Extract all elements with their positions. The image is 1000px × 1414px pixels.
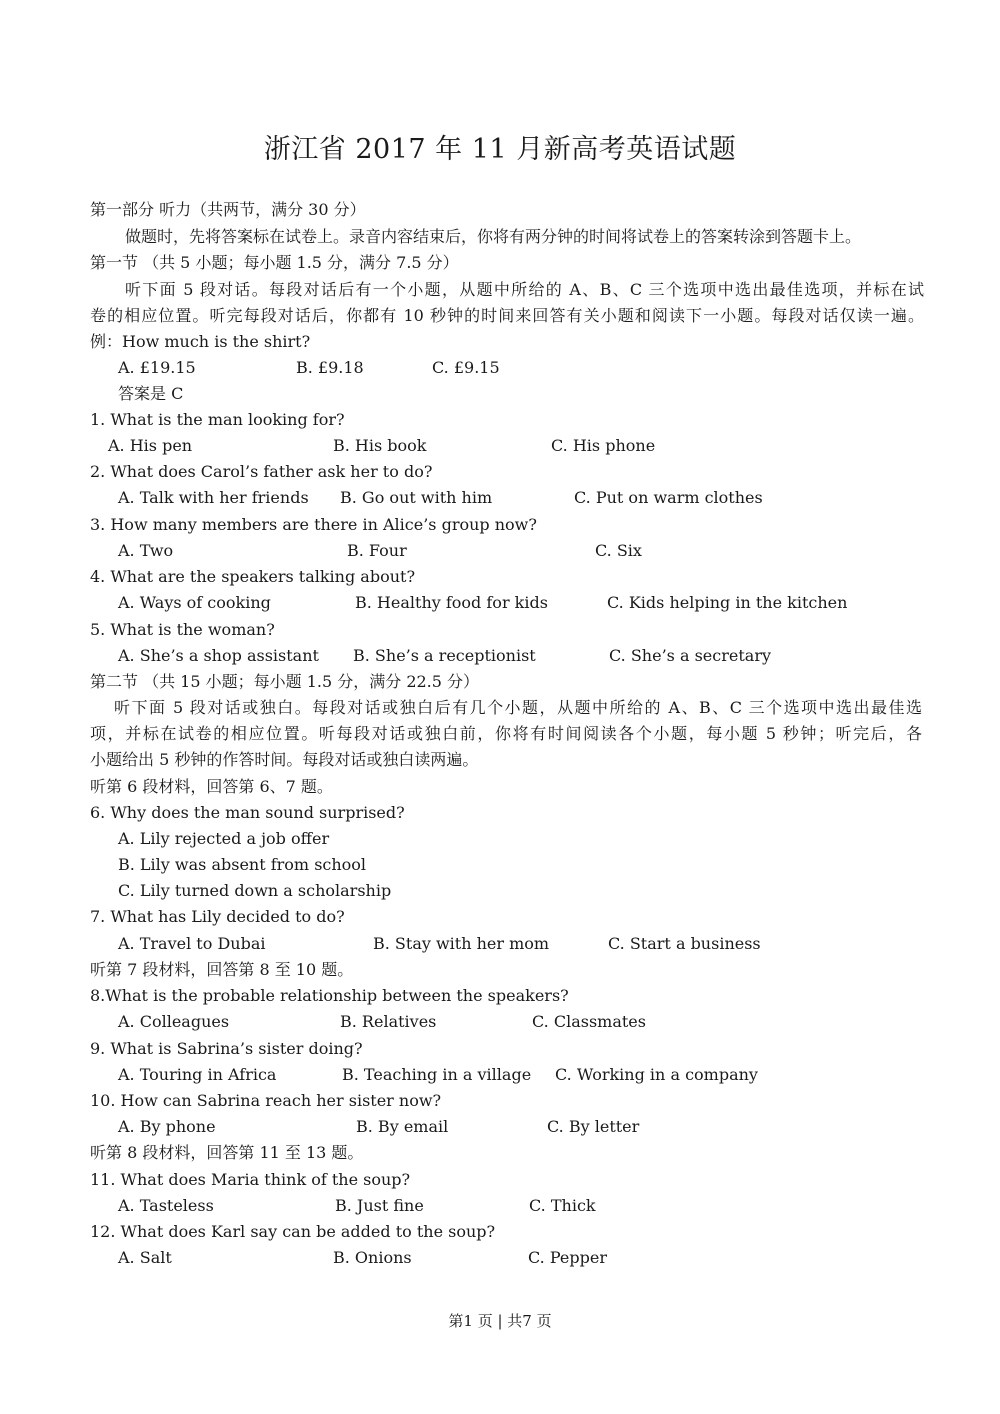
option-b: B. Stay with her mom xyxy=(373,934,550,953)
option-a: A. Lily rejected a job offer xyxy=(118,829,330,848)
option-c: C. Put on warm clothes xyxy=(574,488,763,507)
option-c: C. Thick xyxy=(529,1196,596,1215)
option-c: C. Six xyxy=(595,541,642,560)
option-b: B. Onions xyxy=(333,1248,412,1267)
option-c: C. Start a business xyxy=(608,934,761,953)
question-stem: 2. What does Carol’s father ask her to do? xyxy=(90,462,433,481)
option-a: A. Touring in Africa xyxy=(118,1065,277,1084)
option-c: C. Pepper xyxy=(528,1248,607,1267)
section1-instruction-line1: 听下面 5 段对话。每段对话后有一个小题，从题中所给的 A、B、C 三个选项中选出最佳选项，并标在试 xyxy=(125,280,924,299)
option-b: B. His book xyxy=(333,436,427,455)
option-a: A. Tasteless xyxy=(118,1196,214,1215)
page-title: 浙江省 2017 年 11 月新高考英语试题 xyxy=(263,134,737,165)
option-b: B. Healthy food for kids xyxy=(355,593,548,612)
question-stem: 9. What is Sabrina’s sister doing? xyxy=(90,1039,363,1058)
part1-heading: 第一部分 听力（共两节，满分 30 分） xyxy=(90,200,366,219)
option-b: B. She’s a receptionist xyxy=(353,646,536,665)
option-c: C. His phone xyxy=(551,436,656,455)
example-option-a: A. £19.15 xyxy=(118,358,196,377)
material-7-heading: 听第 7 段材料，回答第 8 至 10 题。 xyxy=(90,960,354,979)
option-c: C. Lily turned down a scholarship xyxy=(118,881,392,900)
option-a: A. Two xyxy=(118,541,174,560)
option-a: A. Salt xyxy=(118,1248,172,1267)
part1-instruction: 做题时，先将答案标在试卷上。录音内容结束后，你将有两分钟的时间将试卷上的答案转涂到答题卡上。 xyxy=(125,227,862,246)
example-option-c: C. £9.15 xyxy=(432,358,500,377)
question-stem: 4. What are the speakers talking about? xyxy=(90,567,416,586)
material-6-heading: 听第 6 段材料，回答第 6、7 题。 xyxy=(90,777,333,796)
question-stem: 1. What is the man looking for? xyxy=(90,410,345,429)
question-stem: 6. Why does the man sound surprised? xyxy=(90,803,405,822)
question-stem: 12. What does Karl say can be added to the soup? xyxy=(90,1222,496,1241)
option-c: C. She’s a secretary xyxy=(609,646,771,665)
option-b: B. Just fine xyxy=(335,1196,424,1215)
option-a: A. By phone xyxy=(118,1117,216,1136)
question-stem: 3. How many members are there in Alice’s group now? xyxy=(90,515,537,534)
question-stem: 11. What does Maria think of the soup? xyxy=(90,1170,411,1189)
option-c: C. Classmates xyxy=(532,1012,646,1031)
option-b: B. Go out with him xyxy=(340,488,493,507)
option-a: A. Ways of cooking xyxy=(118,593,271,612)
option-b: B. By email xyxy=(356,1117,449,1136)
section1-heading: 第一节 （共 5 小题；每小题 1.5 分，满分 7.5 分） xyxy=(90,253,459,272)
section2-instruction-line3: 小题给出 5 秒钟的作答时间。每段对话或独白读两遍。 xyxy=(90,750,479,769)
section2-instruction-line2: 项，并标在试卷的相应位置。听每段对话或独白前，你将有时间阅读各个小题，每小题 5 秒钟；听完后，各 xyxy=(90,724,922,743)
option-c: C. Working in a company xyxy=(555,1065,758,1084)
section2-heading: 第二节 （共 15 小题；每小题 1.5 分，满分 22.5 分） xyxy=(90,672,480,691)
example-answer: 答案是 C xyxy=(118,384,184,403)
section1-instruction-line2: 卷的相应位置。听完每段对话后，你都有 10 秒钟的时间来回答有关小题和阅读下一小题。每段对话仅读一遍。 xyxy=(90,306,924,325)
option-a: A. Travel to Dubai xyxy=(118,934,266,953)
option-a: A. Talk with her friends xyxy=(118,488,309,507)
option-b: B. Lily was absent from school xyxy=(118,855,367,874)
example-option-b: B. £9.18 xyxy=(296,358,364,377)
example-question: 例：How much is the shirt? xyxy=(90,332,311,351)
option-c: C. By letter xyxy=(547,1117,640,1136)
question-stem: 5. What is the woman? xyxy=(90,620,275,639)
question-stem: 8.What is the probable relationship between the speakers? xyxy=(90,986,569,1005)
option-c: C. Kids helping in the kitchen xyxy=(607,593,848,612)
option-a: A. She’s a shop assistant xyxy=(118,646,319,665)
section2-instruction-line1: 听下面 5 段对话或独白。每段对话或独白后有几个小题，从题中所给的 A、B、C 三个选项中选出最佳选 xyxy=(114,698,922,717)
material-8-heading: 听第 8 段材料，回答第 11 至 13 题。 xyxy=(90,1143,364,1162)
option-a: A. His pen xyxy=(108,436,193,455)
option-b: B. Relatives xyxy=(340,1012,437,1031)
question-stem: 10. How can Sabrina reach her sister now? xyxy=(90,1091,442,1110)
option-a: A. Colleagues xyxy=(118,1012,230,1031)
option-b: B. Four xyxy=(347,541,407,560)
question-stem: 7. What has Lily decided to do? xyxy=(90,907,345,926)
option-b: B. Teaching in a village xyxy=(342,1065,532,1084)
page-footer: 第1 页 | 共7 页 xyxy=(448,1312,552,1330)
